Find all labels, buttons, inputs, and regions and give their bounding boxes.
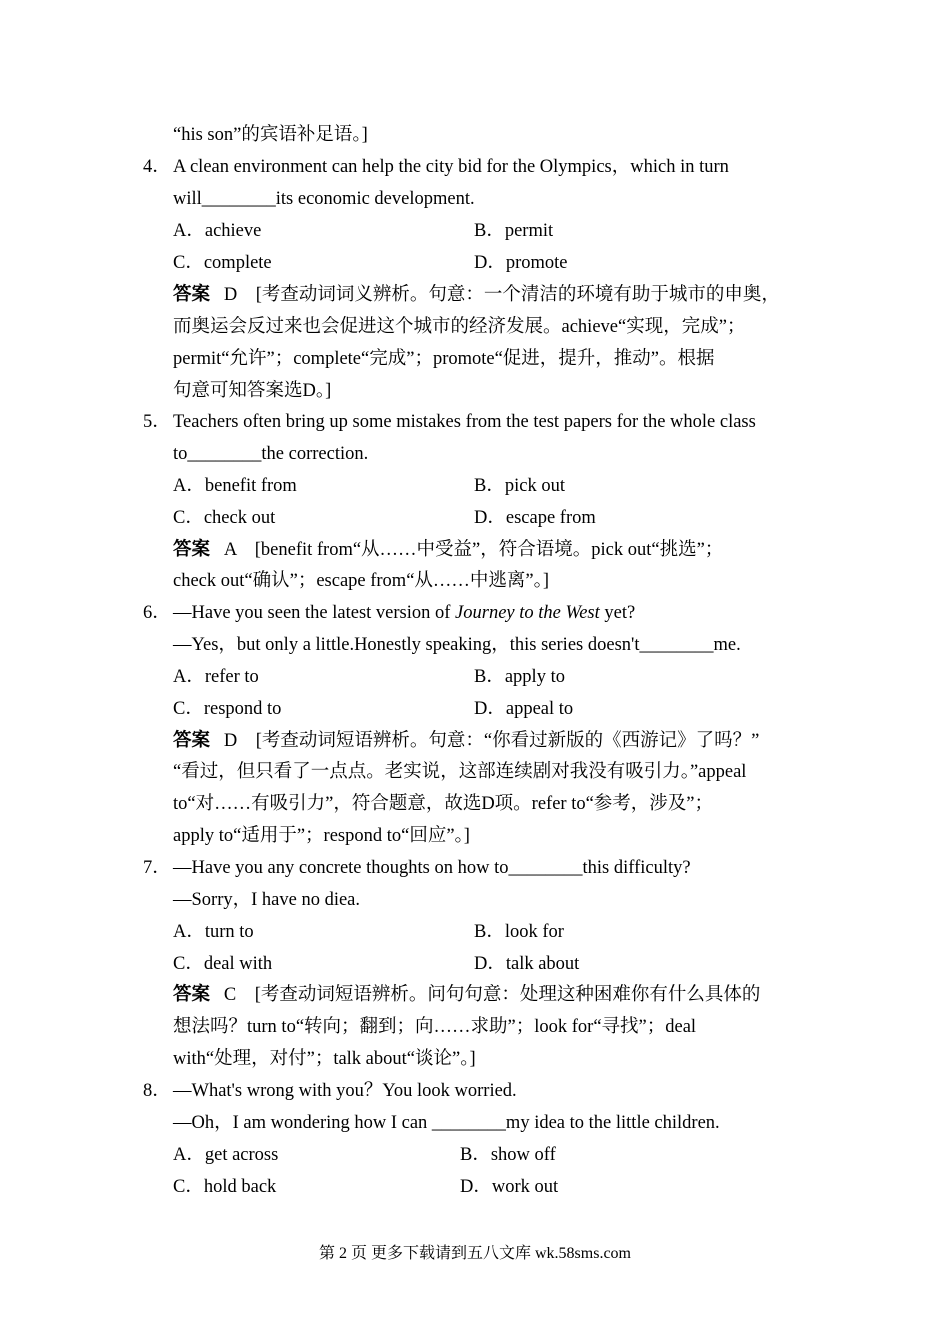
answer-line: “看过，但只看了一点点。老实说，这部连续剧对我没有吸引力。”appeal [173, 762, 747, 782]
option-a: A．get across [173, 1145, 279, 1165]
answer-line: with“处理，对付”；talk about“谈论”。] [173, 1049, 476, 1069]
book-title: Journey to the West [455, 603, 600, 623]
answer-line: to“对……有吸引力”，符合题意，故选D项。refer to“参考，涉及”； [173, 794, 714, 814]
question-stem-line: —Have you any concrete thoughts on how to________this difficulty? [173, 858, 691, 878]
option-d: D．talk about [474, 954, 580, 974]
option-a: A．turn to [173, 922, 254, 942]
question-stem-line: —Sorry，I have no diea. [173, 890, 361, 910]
question-stem-line: will________its economic development. [173, 189, 475, 209]
question-stem-line: —Oh，I am wondering how I can ________my idea to the little children. [173, 1113, 720, 1133]
option-d: D．work out [460, 1177, 559, 1197]
question-number: 6． [143, 603, 171, 623]
answer-line: apply to“适用于”；respond to“回应”。] [173, 826, 470, 846]
question-number: 4． [143, 157, 171, 177]
q3-answer-tail: “his son”的宾语补足语。] [173, 125, 368, 145]
option-d: D．escape from [474, 508, 596, 528]
answer-label: 答案 [173, 540, 211, 560]
option-d: D．promote [474, 253, 568, 273]
answer-line: 而奥运会反过来也会促进这个城市的经济发展。achieve“实现，完成”； [173, 317, 746, 337]
answer-text: D [考查动词词义辨析。句意：一个清洁的环境有助于城市的申奥， [223, 285, 780, 305]
answer-line: 句意可知答案选D。] [173, 381, 332, 401]
question-stem-line: A clean environment can help the city bid for the Olympics，which in turn [173, 157, 729, 177]
question-stem-line: —What's wrong with you？You look worried. [173, 1081, 517, 1101]
question-number: 7． [143, 858, 171, 878]
option-d: D．appeal to [474, 699, 574, 719]
question-stem-line [173, 601, 635, 625]
question-stem-line: Teachers often bring up some mistakes from the test papers for the whole class [173, 412, 756, 432]
option-a: A．refer to [173, 667, 259, 687]
page-footer: 第 2 页 更多下载请到五八文库 wk.58sms.com [318, 1245, 631, 1262]
answer-line [173, 983, 760, 1007]
option-a: A．benefit from [173, 476, 297, 496]
answer-text: D [考查动词短语辨析。句意：“你看过新版的《西游记》了吗？” [223, 731, 760, 751]
answer-line: check out“确认”；escape from“从……中逃离”。] [173, 571, 550, 591]
question-number: 5． [143, 412, 171, 432]
answer-line: 想法吗？turn to“转向；翻到；向……求助”；look for“寻找”；deal [173, 1017, 697, 1037]
option-c: C．complete [173, 253, 272, 273]
option-c: C．check out [173, 508, 276, 528]
answer-text: C [考查动词短语辨析。问句句意：处理这种困难你有什么具体的 [223, 985, 761, 1005]
answer-line [173, 283, 780, 307]
answer-line [173, 729, 759, 753]
answer-text: A [benefit from“从……中受益”，符合语境。pick out“挑选”； [223, 540, 724, 560]
answer-line: permit“允许”；complete“完成”；promote“促进，提升，推动”。根据 [173, 349, 715, 369]
answer-label: 答案 [173, 985, 211, 1005]
question-stem-line: to________the correction. [173, 444, 369, 464]
stem-text: —Have you seen the latest version of [173, 603, 456, 623]
answer-label: 答案 [173, 731, 211, 751]
option-c: C．deal with [173, 954, 273, 974]
option-b: B．pick out [474, 476, 565, 496]
option-b: B．permit [474, 221, 554, 241]
stem-text: yet? [599, 603, 636, 623]
option-c: C．hold back [173, 1177, 277, 1197]
option-b: B．apply to [474, 667, 565, 687]
option-c: C．respond to [173, 699, 282, 719]
option-a: A．achieve [173, 221, 262, 241]
option-b: B．look for [474, 922, 564, 942]
option-b: B．show off [460, 1145, 556, 1165]
answer-label: 答案 [173, 285, 211, 305]
question-stem-line: —Yes，but only a little.Honestly speaking，this series doesn't________me. [173, 635, 741, 655]
answer-line [173, 538, 723, 562]
question-number: 8． [143, 1081, 171, 1101]
